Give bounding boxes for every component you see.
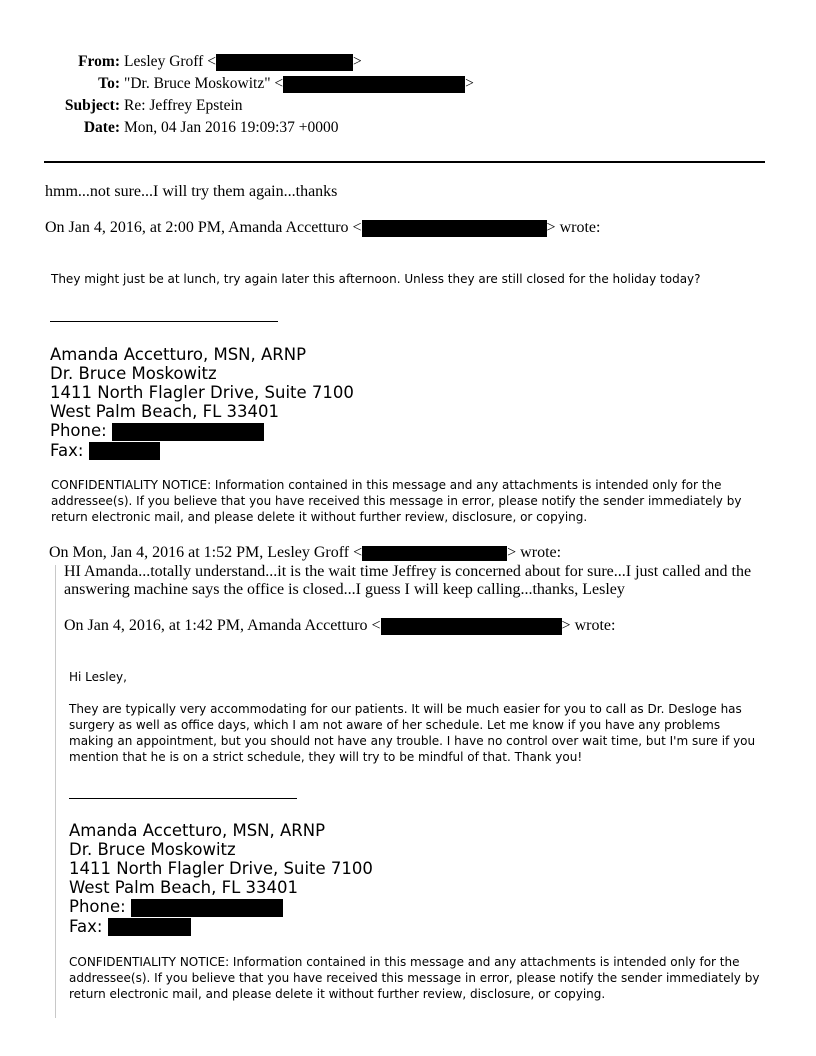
- attribution-3-prefix: On Jan 4, 2016, at 1:42 PM, Amanda Accetturo <: [64, 617, 381, 634]
- signature-address-2: West Palm Beach, FL 33401: [69, 878, 299, 897]
- signature-fax: [69, 917, 373, 937]
- redacted-phone: [112, 423, 264, 441]
- message-1-text: They might just be at lunch, try again later this afternoon. Unless they are still closed for the holiday today?: [51, 272, 701, 286]
- subject-value: Re: Jeffrey Epstein: [124, 97, 243, 114]
- from-label: From:: [78, 53, 120, 70]
- signature-name: Amanda Accetturo, MSN, ARNP: [69, 821, 326, 840]
- signature-2: [69, 821, 373, 936]
- signature-org: Dr. Bruce Moskowitz: [50, 364, 217, 383]
- greeting: Hi Lesley,: [69, 670, 127, 684]
- confidentiality-notice-2: CONFIDENTIALITY NOTICE: Information contained in this message and any attachments is intended only for the addressee(s). If you believe that you have received this message in error, please notify the sender immediately by return electronic mail, and please delete it without further review, disclosure, or copying.: [69, 955, 760, 1001]
- confidentiality-notice-1: CONFIDENTIALITY NOTICE: Information contained in this message and any attachments is intended only for the addressee(s). If you believe that you have received this message in error, please notify the sender immediately by return electronic mail, and please delete it without further review, disclosure, or copying.: [51, 478, 742, 524]
- redacted-email: [381, 618, 562, 635]
- attribution-2-prefix: On Mon, Jan 4, 2016 at 1:52 PM, Lesley Groff <: [49, 544, 363, 561]
- to-angle-close: >: [465, 75, 474, 92]
- signature-separator: [50, 321, 278, 322]
- phone-label: Phone:: [69, 897, 126, 916]
- attribution-3-suffix: > wrote:: [561, 617, 616, 634]
- signature-1: [50, 345, 354, 460]
- message-3-text: They are typically very accommodating for our patients. It will be much easier for you to call as Dr. Desloge has surgery as well as office days, which I am not aware of her schedule. Let me know if you have any problems making an appointment, but you should not have any trouble. I have no control over wait time, but I'm sure if you mention that he is on a strict schedule, they will try to be mindful of that. Thank you!: [69, 702, 756, 764]
- redacted-email: [362, 220, 547, 237]
- fax-label: Fax:: [69, 916, 103, 936]
- fax-label: Fax:: [50, 440, 84, 460]
- from-value: Lesley Groff <: [124, 53, 216, 70]
- subject-row: [0, 97, 243, 115]
- signature-phone: [50, 421, 354, 441]
- reply-text: hmm...not sure...I will try them again...thanks: [45, 183, 338, 200]
- signature-address-2: West Palm Beach, FL 33401: [50, 402, 280, 421]
- attribution-1-suffix: > wrote:: [546, 219, 601, 236]
- attribution-1-prefix: On Jan 4, 2016, at 2:00 PM, Amanda Accetturo <: [45, 219, 362, 236]
- attribution-2-suffix: > wrote:: [507, 544, 562, 561]
- header-divider: [44, 161, 765, 163]
- signature-phone: [69, 897, 373, 917]
- redacted-email: [362, 546, 507, 561]
- redacted-fax: [89, 442, 160, 460]
- attribution-2: [49, 544, 561, 562]
- message-2-line-1: HI Amanda...totally understand...it is the wait time Jeffrey is concerned about for sure...I just called and the: [64, 563, 752, 580]
- subject-label: Subject:: [64, 97, 120, 114]
- redacted-from-email: [216, 54, 353, 71]
- from-angle-close: >: [352, 53, 362, 70]
- date-row: [0, 119, 339, 137]
- redacted-fax: [108, 918, 191, 936]
- to-row: [0, 75, 474, 93]
- signature-address-1: 1411 North Flagler Drive, Suite 7100: [69, 859, 373, 878]
- to-label: To:: [98, 75, 120, 92]
- phone-label: Phone:: [50, 421, 107, 440]
- quote-bar: [55, 565, 56, 1018]
- date-label: Date:: [83, 119, 120, 136]
- to-value: "Dr. Bruce Moskowitz" <: [124, 75, 284, 92]
- redacted-phone: [131, 899, 283, 917]
- date-value: Mon, 04 Jan 2016 19:09:37 +0000: [124, 119, 339, 136]
- signature-separator: [69, 798, 297, 799]
- signature-name: Amanda Accetturo, MSN, ARNP: [50, 345, 307, 364]
- attribution-3: [64, 617, 615, 635]
- signature-fax: [50, 441, 354, 461]
- signature-org: Dr. Bruce Moskowitz: [69, 840, 236, 859]
- redacted-to-email: [283, 76, 465, 93]
- attribution-1: [45, 219, 600, 237]
- from-row: [0, 53, 362, 71]
- message-2-line-2: answering machine says the office is closed...I guess I will keep calling...thanks, Lesley: [64, 581, 625, 598]
- signature-address-1: 1411 North Flagler Drive, Suite 7100: [50, 383, 354, 402]
